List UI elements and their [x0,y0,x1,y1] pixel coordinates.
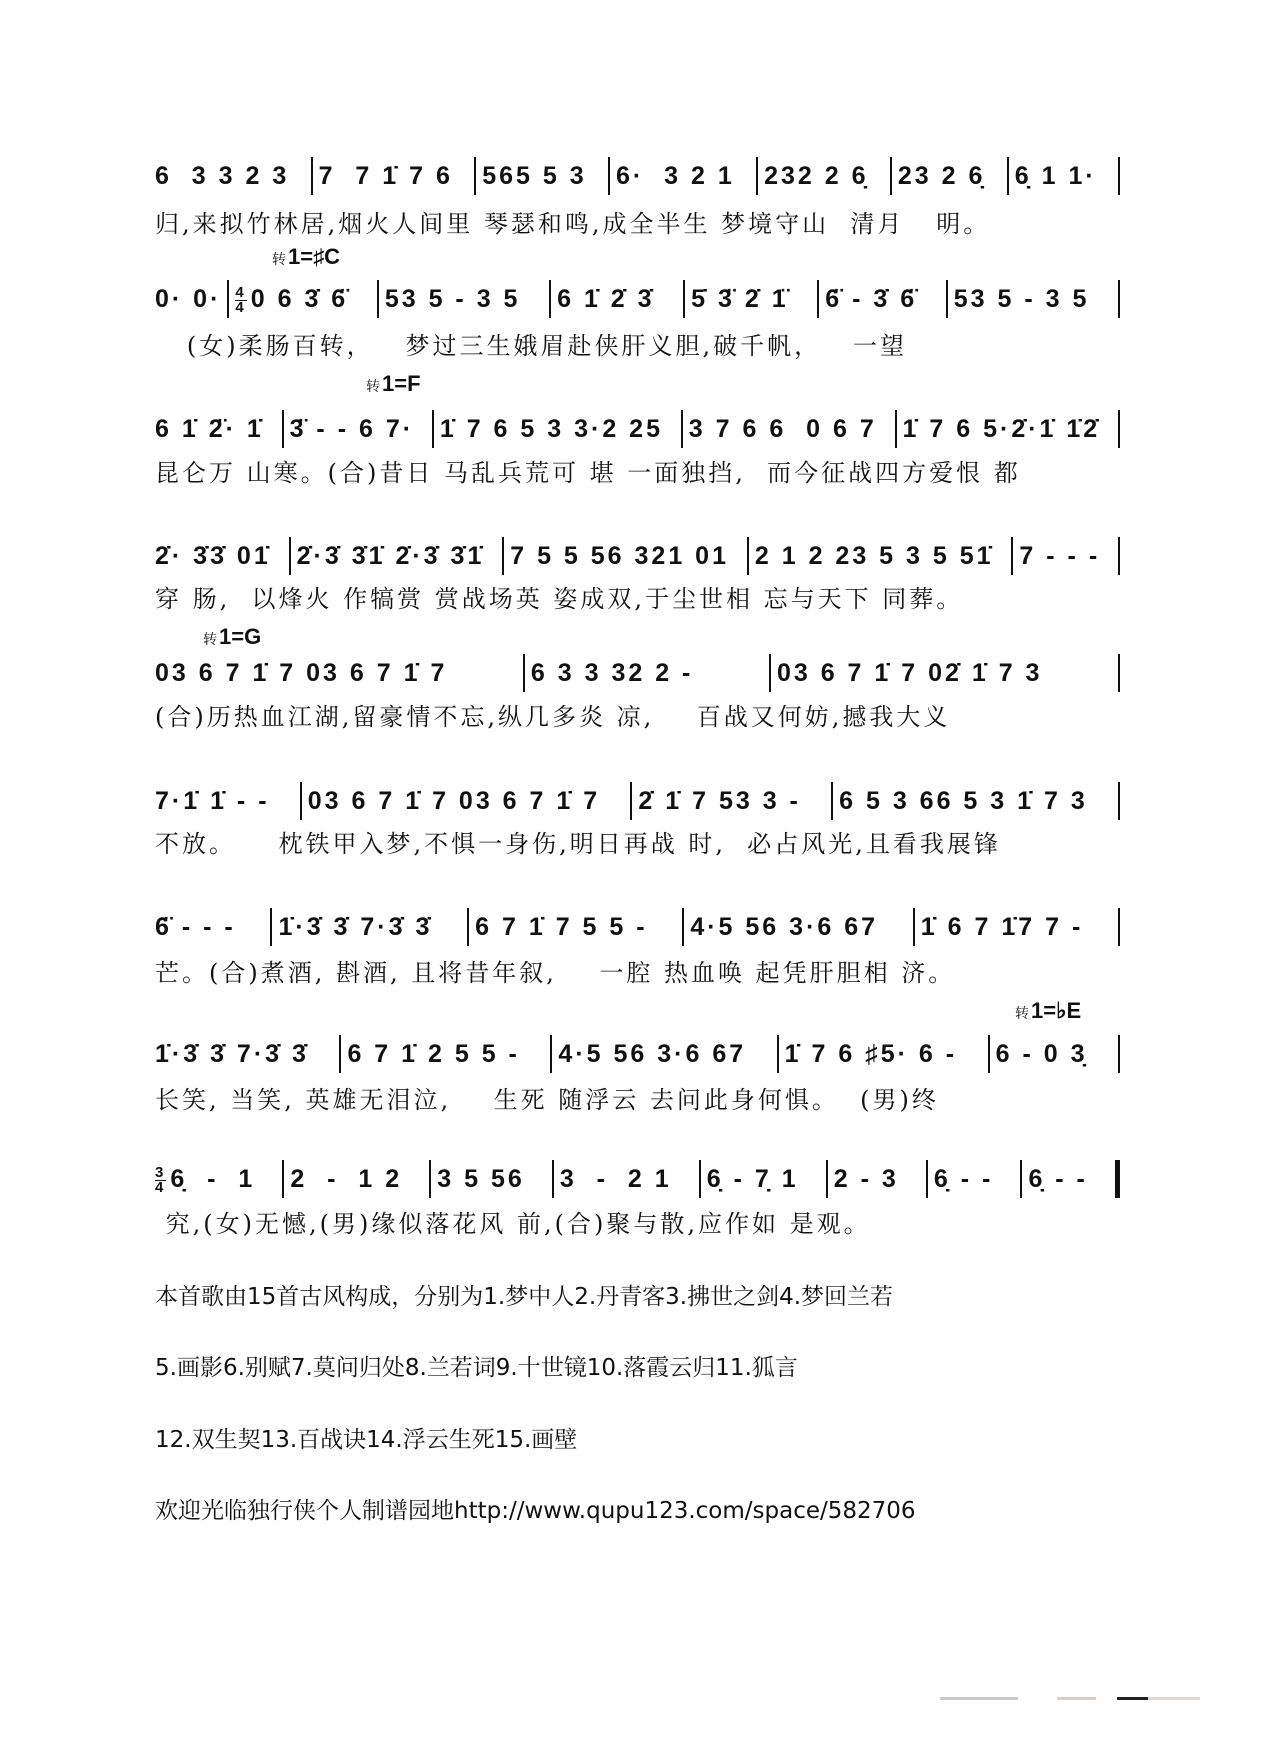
measure [630,782,831,820]
measure [826,1160,926,1198]
measure [377,280,549,318]
measure-notes: 53 5 - 3 5 [384,285,521,313]
time-signature-bottom: 4 [155,1178,167,1196]
measure [300,782,631,820]
song-note-line-3: 12.双生契13.百战诀14.浮云生死15.画壁 [155,1427,578,1453]
measure-notes: 2̇ 1̇ 7 53 3 - [638,787,801,815]
measure-notes: 03 6 7 1̇ 7 03 6 7 1̇ 7 [307,787,601,815]
time-signature-bottom: 4 [235,298,247,316]
measure-notes: 6 1̇ 2̇ 3̇ [557,285,655,313]
measure [946,280,1120,318]
measure [608,157,756,195]
measure [155,1035,339,1073]
measure-notes: 6 3 3 32 2 - [530,659,694,687]
measure [890,157,1007,195]
notation-row [155,1034,1120,1074]
time-signature-top: 3 [155,1163,167,1181]
measure [699,1160,826,1198]
time-signature [235,283,247,316]
measure-notes: 03 6 7 1̇ 7 03 6 7 1̇ 7 [155,659,448,687]
measure-notes: 6 1̇ 2̈· 1̇ [155,415,264,443]
measure-notes: 4·5 56 3·6 67 [558,1040,747,1068]
measure-notes: 53 5 - 3 5 [953,285,1090,313]
song-note-line-1: 本首歌由15首古风构成，分别为1.梦中人2.丹青客3.拂世之剑4.梦回兰若 [155,1284,894,1310]
measure [311,157,475,195]
measure-notes: 4·5 56 3·6 67 [690,913,879,941]
measure-notes: 6· 3 2 1 [616,162,735,190]
measure-notes: 2̇· 3̇3̇ 01̇ [155,542,271,570]
measure-notes: 6̈ - - - [155,913,236,941]
measure [756,157,890,195]
measure [549,280,683,318]
measure-notes: 6̣ - 1 [170,1165,256,1193]
key-change-f [366,371,421,397]
measure [282,410,432,448]
measure-notes: 3̈ - - 6 7· [289,415,415,443]
measure-notes: 565 5 3 [482,162,587,190]
measure-notes: 7 - - - [1019,542,1101,570]
lyrics-line: (合)历热血江湖,留豪情不忘,纵几多炎 凉, 百战又何妨,撼我大义 [155,703,951,731]
measure [926,1160,1021,1198]
key-change-c-sharp [272,244,340,270]
measure-notes: 6 7 1̇ 2 5 5 - [347,1040,520,1068]
measure [155,1160,282,1198]
measure [282,1160,429,1198]
measure-notes: 3 - 2 1 [559,1165,672,1193]
key-change-prefix: 转 [366,378,380,394]
measure-notes: 6̣ - - [1028,1165,1088,1193]
song-note-line-2: 5.画影6.别赋7.莫问归处8.兰若词9.十世镜10.落霞云归11.狐言 [155,1355,798,1381]
key-signature: 1=F [382,371,421,396]
measure-notes: 2 - 3 [833,1165,899,1193]
measure [552,1160,699,1198]
measure-notes: 6 - 0 3̣ [995,1040,1088,1068]
scan-artifact [940,1697,1200,1700]
measure-notes: 1̇·3̇ 3̇ 7·3̇ 3̇ [278,913,433,941]
key-change-prefix: 转 [203,631,217,647]
measure-notes: 1̇ 7 6 5·2̇·1̇ 1̇2̇ [902,415,1101,443]
measure [683,280,817,318]
time-signature [155,1163,167,1196]
notation-row [155,907,1120,947]
measure [777,1035,988,1073]
measure-notes: 7·1̇ 1̇ - - [155,787,270,815]
source-credit: 欢迎光临独行侠个人制谱园地http://www.qupu123.com/space/582706 [155,1498,916,1524]
measure-notes: 1̇ 7 6 ♯5· 6 - [784,1040,958,1068]
measure [502,537,747,575]
measure-notes: 6̣ - 7̣ 1 [706,1165,799,1193]
measure-notes: 1̇ 7 6 5 3 3·2 25 [439,415,663,443]
measure [474,157,608,195]
measure [1007,157,1120,195]
measure [817,280,946,318]
measure [467,908,682,946]
lyrics-line: 究,(女)无憾,(男)缘似落花风 前,(合)聚与散,应作如 是观。 [155,1210,871,1238]
measure [429,1160,552,1198]
measure [1020,1160,1120,1198]
measure-notes: 5̇ 3̈ 2̇ 1̈ [691,285,789,313]
measure-notes: 3 5 56 [437,1165,525,1193]
measure [747,537,1012,575]
measure-notes: 6 3 3 2 3 [155,162,290,190]
measure [155,410,282,448]
measure [682,908,912,946]
lyrics-line: 昆仑万 山寒。(合)昔日 马乱兵荒可 堪 一面独挡, 而今征战四方爱恨 都 [155,459,1021,487]
key-signature: 1=G [219,624,262,649]
measure-notes: 2 1 2 23 5 3 5 51̇ [754,542,994,570]
measure [155,537,289,575]
measure [831,782,1120,820]
measure [155,157,311,195]
lyrics-line: (女)柔肠百转， 梦过三生娥眉赴侠肝义胆,破千帆， 一望 [155,332,908,360]
measure [988,1035,1120,1073]
measure [913,908,1120,946]
time-signature-top: 4 [235,283,247,301]
lyrics-line: 芒。(合)煮酒, 斟酒, 且将昔年叙, 一腔 热血唤 起凭肝胆相 济。 [155,959,956,987]
measure-notes: 7 5 5 56 321 01 [510,542,729,570]
measure [1011,537,1120,575]
key-signature: 1=♯C [288,244,340,269]
measure [155,908,270,946]
measure-notes: 7 7 1̇ 7 6 [318,162,453,190]
notation-row [155,653,1120,693]
measure-notes: 3 7 6 6 0 6 7 [688,415,877,443]
measure-notes: 6̣ - - [933,1165,994,1193]
lyrics-line: 不放。 枕铁甲入梦,不惧一身伤,明日再战 时, 必占风光,且看我展锋 [155,830,1001,858]
key-change-prefix: 转 [272,251,286,267]
measure [681,410,895,448]
measure [155,782,300,820]
measure-notes: 1̇·3̇ 3̇ 7·3̇ 3̇ [155,1040,309,1068]
measure-notes: 1̇ 6 7 1̇7 7 - [920,913,1084,941]
lyrics-line: 长笑, 当笑, 英雄无泪泣, 生死 随浮云 去问此身何惧。 (男)终 [155,1086,939,1114]
measure [769,654,1120,692]
notation-row [155,781,1120,821]
measure [270,908,467,946]
measure-notes: 2 - 1 2 [290,1165,403,1193]
measure-notes: 6 7 1̇ 7 5 5 - [475,913,648,941]
measure [550,1035,776,1073]
notation-row [155,1159,1120,1199]
key-change-prefix: 转 [1015,1005,1029,1021]
measure-notes: 0 6 3̇ 6̈ [250,285,349,313]
key-change-e-flat [1015,998,1081,1024]
measure [227,280,376,318]
measure [155,654,523,692]
measure [523,654,769,692]
measure-notes: 6̈ - 3̇ 6̈ [825,285,918,313]
measure-notes: 23 2 6̣ [897,162,986,190]
notation-row [155,156,1120,196]
key-change-g [203,624,261,650]
key-signature: 1=♭E [1031,998,1082,1023]
measure [339,1035,550,1073]
measure-notes: 2̇·3̇ 3̇1̇ 2̇·3̇ 3̇1̇ [296,542,485,570]
notation-row [155,279,1120,319]
measure-notes: 232 2 6̣ [764,162,869,190]
measure-notes: 6 5 3 66 5 3 1̇ 7 3 [839,787,1088,815]
lyrics-line: 穿 肠, 以烽火 作犒赏 赏战场英 姿成双,于尘世相 忘与天下 同葬。 [155,585,964,613]
notation-row [155,536,1120,576]
lyrics-line: 归,来拟竹林居,烟火人间里 琴瑟和鸣,成全半生 梦境守山 清月 明。 [155,210,991,238]
measure-notes: 03 6 7 1̇ 7 02̇ 1̇ 7 3 [776,659,1043,687]
pickup-measure: 0· 0· [155,285,222,313]
measure-notes: 6̣ 1 1· [1014,162,1097,190]
measure [289,537,503,575]
measure [432,410,681,448]
measure [895,410,1120,448]
notation-row [155,409,1120,449]
